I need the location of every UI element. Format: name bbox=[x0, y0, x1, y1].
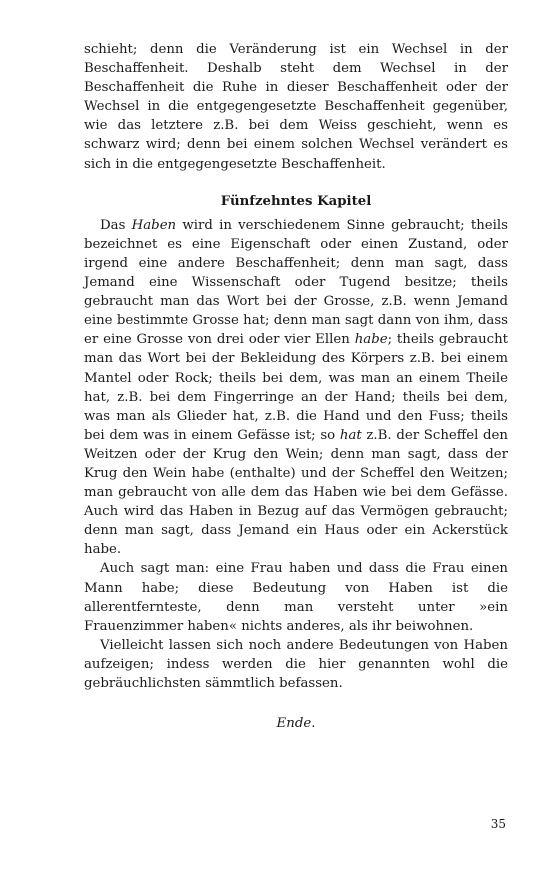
emphasis-haben: Haben bbox=[131, 217, 177, 233]
page-body bbox=[84, 40, 508, 733]
paragraph-haben-meanings bbox=[84, 216, 508, 560]
page-number: 35 bbox=[490, 817, 506, 831]
paragraph-conclusion: Vielleicht lassen sich noch andere Bedeutungen von Haben aufzeigen; indess werden die hier genannten wohl die gebräuchlichsten sämmtlich befassen. bbox=[84, 637, 508, 691]
paragraph-text: ; theils gebraucht man das Wort bei der Bekleidung des Körpers z.B. bei einem Mantel oder Rock; theils bei dem, was man an einem Theile hat, z.B. bei dem Fingerringe an der Hand; theils bei dem, was man als Glieder hat, z.B. die Hand und den Fuss; theils bei dem was in einem Gefässe ist; so bbox=[84, 332, 508, 443]
paragraph-text: z.B. der Scheffel den Weitzen oder der Krug den Wein; denn man sagt, dass der Krug den Wein habe (enthalte) und der Scheffel den Weitzen; man gebraucht von alle dem das Haben wie bei dem Gefässe. Auch wird das Haben in Bezug auf das Vermögen gebraucht; denn man sagt, dass Jemand ein Haus oder ein Ackerstück habe. bbox=[84, 427, 508, 558]
paragraph-frau-haben: Auch sagt man: eine Frau haben und dass die Frau einen Mann habe; diese Bedeutung von Haben ist die allerentfernteste, denn man versteht unter »ein Frauenzimmer haben« nichts anderes, als ihr beiwohnen. bbox=[84, 561, 508, 634]
paragraph-text: wird in verschiedenem Sinne gebraucht; theils bezeichnet es eine Eigenschaft oder einen Zustand, oder irgend eine andere Beschaffenheit; denn man sagt, dass Jemand eine Wissenschaft oder Tugend besitze; theils gebraucht man das Wort bei der Grosse, z.B. wenn Jemand eine bestimmte Grosse hat; denn man sagt dann von ihm, dass er eine Grosse von drei oder vier Ellen bbox=[84, 217, 508, 348]
opening-paragraph: schieht; denn die Veränderung ist ein Wechsel in der Beschaffenheit. Deshalb steht dem Wechsel in der Beschaffenheit die Ruhe in dieser Beschaffenheit oder der Wechsel in die entgegengesetzte Beschaffenheit gegenüber, wie das letztere z.B. bei dem Weiss geschieht, wenn es schwarz wird; denn bei einem solchen Wechsel verändert es sich in die entgegengesetzte Beschaffenheit. bbox=[84, 42, 508, 172]
ending-mark: Ende. bbox=[276, 716, 316, 732]
paragraph-text: Das bbox=[100, 217, 132, 233]
emphasis-hat: hat bbox=[339, 427, 362, 443]
emphasis-habe: habe bbox=[354, 332, 388, 348]
chapter-heading: Fünfzehntes Kapitel bbox=[220, 193, 372, 209]
